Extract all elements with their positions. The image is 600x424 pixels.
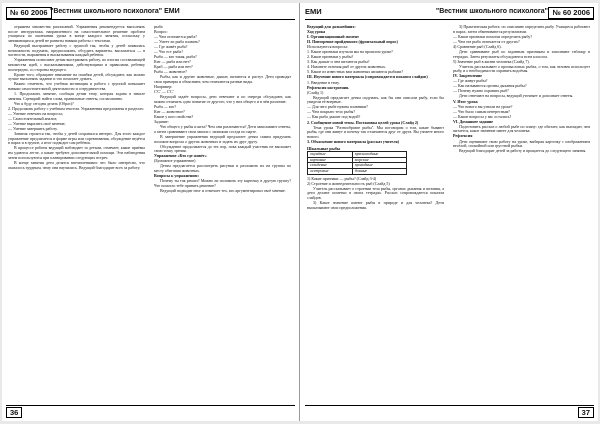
section-heading: V. Итог урока bbox=[453, 98, 478, 104]
paragraph: Ведущий задаёт вопросы, дети отвечают и по очереди обсуждают, как можно отличить одно понятие от другого, что у них общего и в чём различие. bbox=[154, 94, 291, 104]
table-cell: окунёвые bbox=[308, 152, 353, 158]
section-heading: Рефлексия настроения. bbox=[307, 84, 350, 90]
header-mark: ЕМИ bbox=[305, 7, 322, 16]
paragraph: 1. Введение в тему. bbox=[307, 79, 340, 85]
paragraph: Учитель рассказывает о промысловых рыбах, о том, как человек использует рыбу, и о необходимости охранять водоёмы. bbox=[453, 63, 590, 74]
paragraph: 1. Какие признаки изучали мы на прошлом уроке? bbox=[307, 49, 393, 55]
paragraph: Ведущий предлагает детям подумать, как бы они описали рыбу, если бы увидели её впервые. bbox=[307, 94, 444, 105]
section-heading: 3. Объяснение нового материала (рассказ учителя) bbox=[307, 138, 399, 144]
paragraph: Кит — рыба или нет? bbox=[154, 59, 191, 65]
page-footer bbox=[6, 405, 295, 416]
paragraph: 2. Продолжить работу с учебным текстом. Упражнения предложены в разделах: bbox=[8, 105, 145, 111]
paragraph: Ведущий подводит итог и отмечает тех, кто аргументировал своё мнение. bbox=[160, 187, 286, 193]
paragraph: 2. Какие признаки у рыбы? bbox=[307, 54, 354, 60]
paragraph: — Где живёт рыба? bbox=[154, 44, 188, 50]
paragraph: — Какие признаки помогли определить рыбу? bbox=[453, 33, 533, 39]
paragraph: 4) Сравнение рыб (Слайд 6). bbox=[453, 43, 502, 49]
section-heading: Рефлексия bbox=[453, 133, 473, 139]
paragraph: Подготовить рассказ о любой рыбе по плану: где обитает, как выглядит, чем питается, какое значение имеет для человека. bbox=[453, 123, 590, 134]
text-column-1 bbox=[8, 25, 145, 395]
paragraph: Кит — животное? bbox=[154, 109, 185, 115]
paragraph: (Бумажное упражнение) bbox=[154, 158, 196, 164]
paragraph: — Как рыба дышит под водой? bbox=[307, 114, 361, 120]
paragraph: 3) Какое значение имеют рыбы в природе и для человека? Дети высказывают свои предположения. bbox=[307, 199, 444, 210]
paragraph: 2) Строение и жизнедеятельность рыб (Слайд 5) bbox=[307, 180, 390, 186]
paragraph: рыба bbox=[154, 25, 163, 29]
paragraph: 4. Назовите отличия рыб от других животных. bbox=[307, 64, 386, 70]
paragraph: Тема урока "Разнообразие рыбы". Мы поговорим о том, какие бывают рыбы, где они живут и почему так отличаются друг от друга. Вы узнаете много нового. bbox=[307, 124, 444, 139]
paragraph: 1. Продолжать занятие, сообщая детям тему, которая задана в начале занятия. Сценарий: найти слова, правильные ответы, согласованно. bbox=[8, 91, 145, 101]
page-number: 36 bbox=[6, 407, 22, 418]
fish-table bbox=[307, 147, 407, 175]
paragraph: В процессе работы ведущий наблюдает за детьми, отмечает, какие приёмы им удаются легче, а какие требуют дополнительной помощи. Эти наблюдения затем используются при планировании следующих встреч. bbox=[8, 145, 145, 160]
table-row bbox=[308, 168, 407, 174]
paragraph: Важно отметить, что учебная мотивация и работа с группой повышает навыки самостоятельной деятельности и сотрудничества. bbox=[8, 81, 145, 92]
paragraph: 3) Практическая работа: по описанию определить рыбу. Учащиеся работают в парах, затем обмениваются результатами. bbox=[453, 25, 590, 34]
paragraph: Вопрос: bbox=[154, 29, 168, 35]
section-heading: IV. Закрепление bbox=[453, 73, 483, 79]
paragraph: Что общего у рыбы и кита? Чем они различаются? Дети записывают ответы, а затем сравнивают свои записи с записями соседа по парте. bbox=[154, 124, 291, 134]
page-number: 37 bbox=[578, 407, 594, 418]
right-page bbox=[301, 3, 598, 421]
paragraph: Какие у кого свойства? bbox=[154, 114, 194, 120]
paragraph: Рыба — кто? bbox=[154, 103, 177, 109]
paragraph: Рыба — кто такая, рыба? bbox=[154, 54, 197, 60]
paragraph: Кроме того, обращают внимание на ошибки детей, обсуждают, как можно лучше выполнять задание и что помогает думать. bbox=[8, 71, 145, 82]
page-footer bbox=[305, 405, 594, 416]
section-heading: 2. Сообщение новой темы. Постановка целей урока (Слайд 2) bbox=[307, 119, 419, 125]
journal-title: "Вестник школьного психолога" bbox=[435, 8, 548, 15]
paragraph: 5. Какие из известных вам животных являются рыбами? bbox=[307, 69, 404, 75]
paragraph: Дети отвечают на вопросы, ведущий уточняет и дополняет ответы. bbox=[459, 93, 574, 99]
page-header bbox=[6, 7, 295, 20]
paragraph: — Умение выразить своё мнение; bbox=[8, 121, 66, 127]
paragraph: — Что нового вы узнали на уроке? bbox=[453, 103, 513, 109]
paragraph: — Как называются органы дыхания рыбы? bbox=[453, 83, 527, 89]
table-cell: проходные bbox=[352, 163, 406, 169]
paragraph: В конце занятия дети делятся впечатлениями: что было интересно, что оказалось трудным, чему они научились. Ведущий благодарит всех за работу. bbox=[8, 159, 145, 170]
paragraph: Занятия строятся так, чтобы у детей сохранялся интерес. Для этого каждое упражнение предлагается в форме игры или соревнования, обсуждение ведётся в парах и в группе, а итог подводит сам ребёнок. bbox=[8, 131, 145, 146]
text-column-2 bbox=[453, 25, 590, 395]
section-heading: I. Организационный момент bbox=[307, 34, 359, 40]
issue-number: № 60 2006 bbox=[548, 7, 594, 19]
text-column-2 bbox=[154, 25, 291, 395]
paragraph: Краб — рыба или нет? bbox=[154, 64, 193, 70]
paragraph: Дети оценивают свою работу на уроке, выбирая карточку с изображением весёлой, спокойной или грустной рыбки. bbox=[453, 138, 590, 149]
section-heading: Вопросы к упражнению: bbox=[154, 173, 199, 179]
paragraph: Обсуждение продолжается до тех пор, пока каждый участник не выскажет свою точку зрения. bbox=[154, 143, 291, 154]
table-cell: пресноводные bbox=[352, 152, 406, 158]
paragraph: Например: bbox=[154, 84, 173, 90]
page-header bbox=[305, 7, 594, 20]
paragraph: Что я буду сегодня делать (Образ)? bbox=[14, 100, 74, 106]
paragraph: Дети сравнивают рыб по заданным признакам и заполняют таблицу в тетрадях. Затем результаты обсуждаются всем классом. bbox=[453, 48, 590, 59]
paragraph: — Умение отвечать на вопросы; bbox=[8, 110, 63, 116]
paragraph: отряжена множества расписаний. Упражнения рекомендуется выполнять после инструктажа, направленного на самостоятельное решение проблем учащихся по окончании урока в конце каждого занятия, поскольку у занимающихся детей не развиты навыки работы с текстами. bbox=[8, 25, 145, 43]
paragraph: Ведущий выстраивает работу с группой так, чтобы у детей появилась возможность подумать, предположить, обсудить варианты, высказаться — в частности, выражения и высказывания каждый ребенок. bbox=[8, 43, 145, 58]
table-caption: Шкальные рыбы bbox=[307, 145, 341, 151]
text-column-1 bbox=[307, 25, 444, 395]
table-cell: донные bbox=[352, 168, 406, 174]
paragraph: Рыбы, как и другие животные, дышат, питаются и растут. Дети приводят свои примеры и объясняют, чем отличаются разные виды. bbox=[154, 74, 291, 85]
paragraph: — Где живут рыбы? bbox=[453, 78, 488, 84]
paragraph: Учитель рассказывает о строении тела рыбы, органах дыхания и питания, а дети делают пометки в своих тетрадях. Рассказ сопровождается показом слайдов. bbox=[307, 185, 444, 200]
paragraph: — Для чего рыбе нужны плавники? bbox=[307, 104, 368, 110]
table-cell: осетровые bbox=[308, 168, 353, 174]
paragraph: Детям предлагается рассмотреть рисунки и разложить их на группы по месту обитания животных. bbox=[154, 163, 291, 174]
issue-number: № 60 2006 bbox=[6, 7, 52, 19]
paragraph: Используются вопросы: bbox=[307, 44, 349, 50]
paragraph: — Самостоятельный анализ; bbox=[8, 115, 58, 121]
paragraph: — Чем покрыто тело рыбы? bbox=[307, 109, 356, 115]
paragraph: — Чем отличается рыба? bbox=[154, 34, 197, 40]
paragraph: 1) Какие признаки — рыбы? (Слайд 3-4) bbox=[307, 175, 377, 181]
paragraph: Ведущий благодарит детей за работу и прощается до следующего занятия. bbox=[459, 148, 587, 154]
journal-title: "Вестник школьного психолога" ЕМИ bbox=[50, 8, 180, 15]
paragraph: В завершение упражнения ведущий предлагает детям самим придумать похожие вопросы о других животных и задать их друг другу. bbox=[154, 133, 291, 144]
paragraph: — Что было самым интересным? bbox=[453, 108, 510, 114]
paragraph: — Какие вопросы у вас остались? bbox=[453, 113, 512, 119]
paragraph: — Почему нужно охранять рыб? bbox=[453, 88, 509, 94]
paragraph: Задание: bbox=[154, 119, 169, 125]
table-cell: морские bbox=[352, 157, 406, 163]
paragraph: 3. Как дышат и чем питаются рыбы? bbox=[307, 59, 370, 65]
paragraph: Почему ты так решил? Можно ли положить эту карточку в другую группу? Что помогло тебе принять решение? bbox=[154, 178, 291, 188]
section-heading: Ведущий для дальнейших: bbox=[307, 25, 356, 29]
section-heading: II. Повторение пройденного (фронтальный опрос) bbox=[307, 39, 398, 45]
magazine-spread bbox=[2, 3, 598, 421]
paragraph: 5) Значение рыб в жизни человека (Слайд 7). bbox=[453, 58, 530, 64]
paragraph: — Чем эта рыба отличается от других? bbox=[453, 38, 520, 44]
paragraph: — Умеет ли рыба плавать? bbox=[154, 39, 200, 45]
paragraph: Рыба — животное? bbox=[154, 69, 187, 75]
section-heading: Упражнение «Кто где живёт» bbox=[154, 153, 207, 159]
section-heading: VI. Домашнее задание bbox=[453, 118, 494, 124]
paragraph: — Что ест рыба? bbox=[154, 49, 183, 55]
table-cell: сельдевые bbox=[308, 163, 353, 169]
paragraph: (Слайд 1) bbox=[307, 89, 324, 95]
left-page bbox=[2, 3, 300, 421]
paragraph: Упражнения позволяют детям выстраивать работу, по итогам составляющей множества идей, с высказываниями, действующими и правилами, ребенку поочередно, со стороны ведущего. bbox=[8, 57, 145, 72]
section-heading: Ход урока bbox=[307, 29, 326, 35]
section-heading: III. Изучение нового материала (сопровождается показом слайдов) bbox=[307, 74, 428, 80]
table-cell: карповые bbox=[308, 157, 353, 163]
paragraph: — Умение завершить работу. bbox=[8, 126, 58, 132]
paragraph: С'С' — С'С' bbox=[154, 89, 174, 95]
